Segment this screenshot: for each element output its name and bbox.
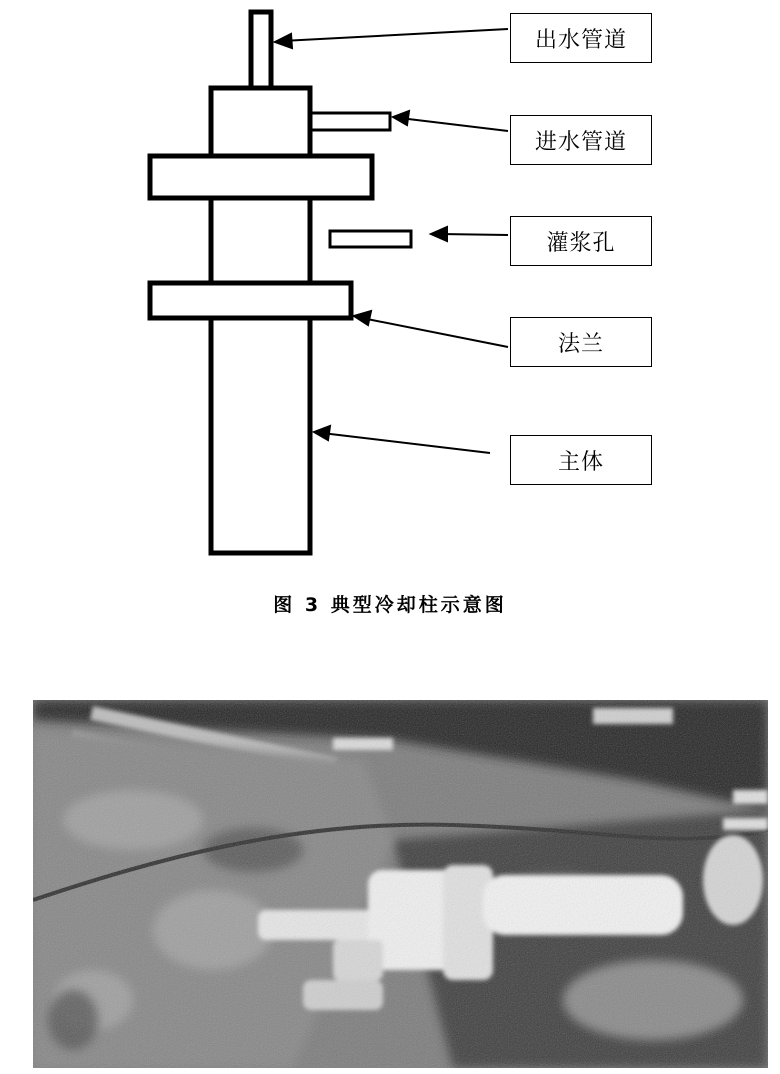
arrow-inlet — [400, 118, 508, 131]
arrowhead-grout — [431, 227, 447, 241]
label-inlet-pipe-text: 进水管道 — [534, 129, 627, 155]
label-main-body-text: 主体 — [557, 449, 604, 475]
figure-caption: 图 3 典型冷却柱示意图 — [273, 594, 507, 616]
grout-hole-shape — [330, 231, 411, 247]
arrow-outlet — [282, 29, 508, 41]
arrowhead-flange — [354, 311, 371, 325]
label-grout-hole-text: 灌浆孔 — [546, 230, 616, 256]
label-outlet-pipe — [510, 13, 652, 63]
label-grout-hole — [510, 216, 652, 266]
label-flange — [510, 317, 652, 367]
label-outlet-pipe-text: 出水管道 — [534, 27, 627, 53]
label-main-body — [510, 435, 652, 485]
arrowhead-outlet — [275, 34, 292, 48]
arrowhead-body — [314, 426, 330, 440]
outlet-pipe-shape — [251, 12, 271, 88]
arrow-grout — [440, 234, 508, 235]
upper-flange-shape — [150, 156, 372, 198]
cooling-column-photo — [33, 700, 768, 1068]
arrow-flange — [362, 318, 508, 347]
inlet-pipe-shape — [310, 113, 390, 130]
label-flange-text: 法兰 — [557, 331, 604, 357]
label-inlet-pipe — [510, 115, 652, 165]
arrowhead-inlet — [393, 111, 409, 125]
arrow-body — [322, 433, 490, 453]
lower-flange-shape — [150, 283, 351, 318]
